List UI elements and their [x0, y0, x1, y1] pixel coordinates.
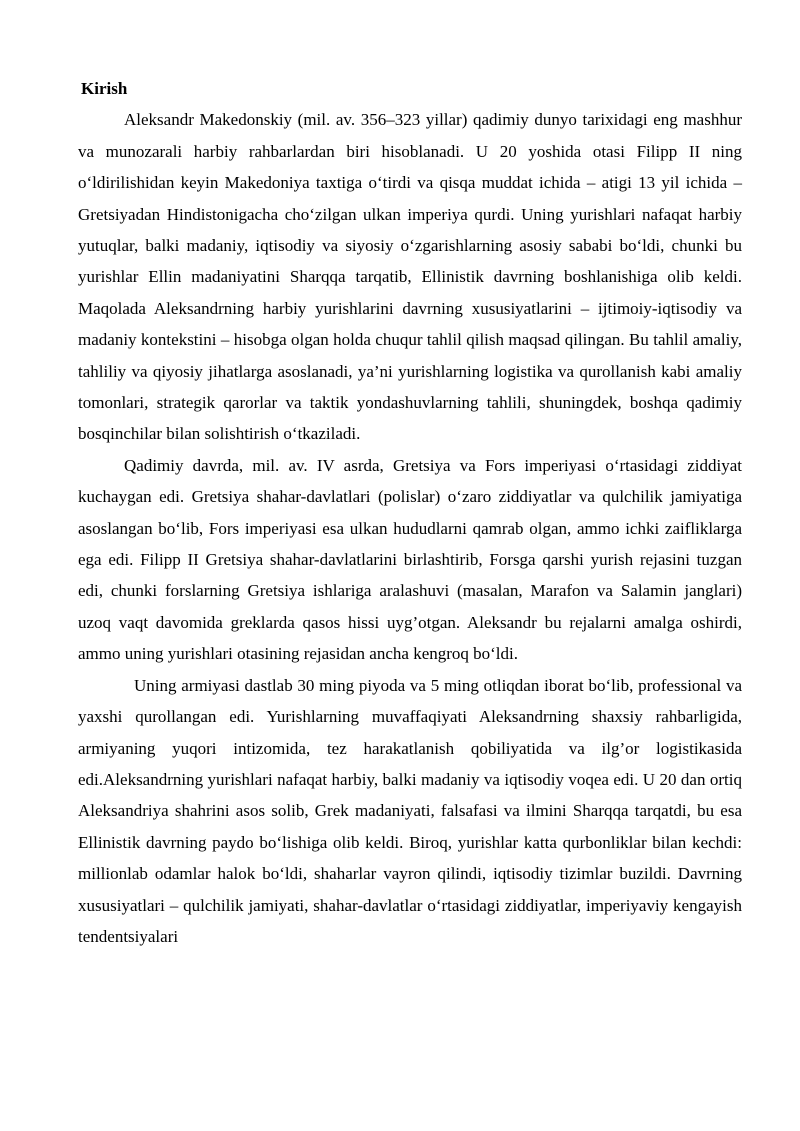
section-heading: Kirish: [81, 79, 128, 98]
paragraph-context: Qadimiy davrda, mil. av. IV asrda, Gretsiya va Fors imperiyasi oʻrtasidagi ziddiyat kuchaygan edi. Gretsiya shahar-davlatlari (polislar) oʻzaro ziddiyatlar va qulchilik jamiyatiga asoslangan boʻlib, Fors imperiyasi esa ulkan hududlarni qamrab olgan, ammo ichki zaifliklarga ega edi. Filipp II Gretsiya shahar-davlatlarini birlashtirib, Forsga qarshi yurish rejasini tuzgan edi, chunki forslarning Gretsiya ishlariga aralashuvi (masalan, Marafon va Salamin janglari) uzoq vaqt davomida greklarda qasos hissi uyg’otgan. Aleksandr bu rejalarni amalga oshirdi, ammo uning yurishlari otasining rejasidan ancha kengroq boʻldi.: [78, 455, 742, 664]
paragraph-intro: Aleksandr Makedonskiy (mil. av. 356–323 yillar) qadimiy dunyo tarixidagi eng mashhur va munozarali harbiy rahbarlardan biri hisoblanadi. U 20 yoshida otasi Filipp II ning oʻldirilishidan keyin Makedoniya taxtiga oʻtirdi va qisqa muddat ichida – atigi 13 yil ichida – Gretsiyadan Hindistonigacha choʻzilgan ulkan imperiya qurdi. Uning yurishlari nafaqat harbiy yutuqlar, balki madaniy, iqtisodiy va siyosiy oʻzgarishlarning asosiy sababi boʻldi, chunki bu yurishlar Ellin madaniyatini Sharqqa tarqatib, Ellinistik davrning boshlanishiga olib keldi. Maqolada Aleksandrning harbiy yurishlarini davrning xususiyatlarini – ijtimoiy-iqtisodiy va madaniy kontekstini – hisobga olgan holda chuqur tahlil qilish maqsad qilingan. Bu tahlil amaliy, tahliliy va qiyosiy jihatlarga asoslanadi, ya’ni yurishlarning logistika va qurollanish kabi amaliy tomonlari, strategik qarorlar va taktik yondashuvlarning tahlili, shuningdek, boshqa qadimiy bosqinchilar bilan solishtirish oʻtkaziladi.: [78, 110, 742, 444]
paragraph-army: Uning armiyasi dastlab 30 ming piyoda va 5 ming otliqdan iborat boʻlib, professional va yaxshi qurollangan edi. Yurishlarning muvaffaqiyati Aleksandrning shaxsiy rahbarligida, armiyaning yuqori intizomida, tez harakatlanish qobiliyatida va ilg’or logistikasida edi.Aleksandrning yurishlari nafaqat harbiy, balki madaniy va iqtisodiy voqea edi. U 20 dan ortiq Aleksandriya shahrini asos solib, Grek madaniyati, falsafasi va ilmini Sharqqa tarqatdi, bu esa Ellinistik davrning paydo boʻlishiga olib keldi. Biroq, yurishlar katta qurbonliklar bilan kechdi: millionlab odamlar halok boʻldi, shaharlar vayron qilindi, iqtisodiy tizimlar buzildi. Davrning xususiyatlari – qulchilik jamiyati, shahar-davlatlar oʻrtasidagi ziddiyatlar, imperiyaviy kengayish tendentsiyalari: [78, 675, 742, 946]
